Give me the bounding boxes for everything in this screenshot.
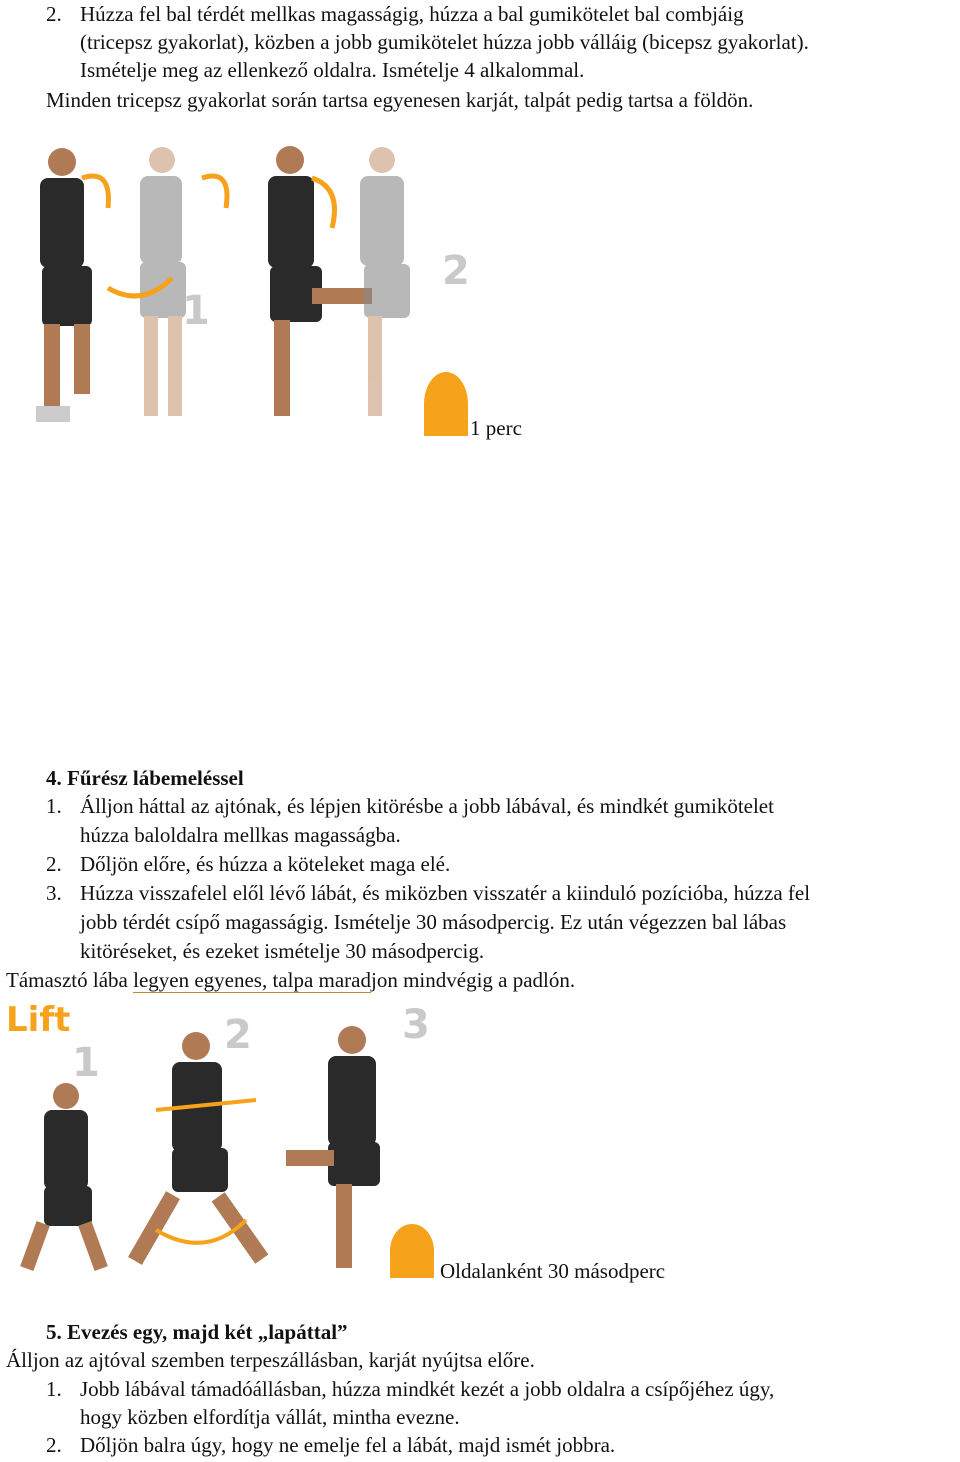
exercise-photo-2 (6, 1000, 434, 1278)
list-number: 2. (46, 852, 62, 876)
exercise-illustration-1 (12, 138, 468, 436)
text: Húzza fel bal térdét mellkas magasságig, húzza a bal gumikötelet bal combjáig (80, 2, 744, 26)
text: jon mindvégig a padlón. (371, 968, 576, 992)
stopwatch-icon (424, 372, 468, 436)
s4-item3-line1 (46, 879, 810, 907)
s3-note: Minden tricepsz gyakorlat során tartsa egyenesen karját, talpát pedig tartsa a földön. (46, 88, 754, 112)
s3-item2-line1 (46, 0, 744, 28)
underlined-text: legyen egyenes, talpa marad (133, 968, 371, 992)
list-number: 1. (46, 1377, 62, 1401)
s3-duration: 1 perc (470, 416, 522, 440)
figure-number-3: 3 (402, 1002, 430, 1048)
s4-note (6, 966, 575, 994)
exercise-photo-1 (12, 138, 468, 436)
text: Dőljön előre, és húzza a köteleket maga elé. (80, 852, 451, 876)
s4-duration: Oldalanként 30 másodperc (440, 1259, 666, 1283)
list-number: 2. (46, 2, 62, 26)
s4-item3-line3: kitöréseket, és ezeket ismételje 30 másodpercig. (80, 939, 485, 963)
list-number: 3. (46, 881, 62, 905)
list-number: 2. (46, 1433, 62, 1457)
figure-number-1: 1 (182, 288, 210, 334)
s4-item3-line2: jobb térdét csípő magasságig. Ismételje 30 másodpercig. Ez után végezzen bal lábas (80, 910, 787, 934)
s4-item2-line1 (46, 850, 450, 878)
text: Húzza visszafelel elől lévő lábát, és miközben visszatér a kiinduló pozícióba, húzza fel (80, 881, 811, 905)
text: Jobb lábával támadóállásban, húzza mindkét kezét a jobb oldalra a csípőjéhez úgy, (80, 1377, 775, 1401)
s5-item1-line2: hogy közben elfordítja vállát, mintha evezne. (80, 1405, 460, 1429)
text: Dőljön balra úgy, hogy ne emelje fel a lábát, majd ismét jobbra. (80, 1433, 616, 1457)
s5-item1-line1 (46, 1375, 774, 1403)
s4-item1-line1 (46, 792, 774, 820)
s5-item2-line1 (46, 1431, 615, 1459)
exercise-illustration-2 (6, 1000, 434, 1278)
s4-item1-line2: húzza baloldalra mellkas magasságba. (80, 823, 401, 847)
s4-title: 4. Fűrész lábemeléssel (46, 766, 244, 790)
text: Támasztó lába (6, 968, 134, 992)
figure-number-2: 2 (224, 1012, 252, 1058)
text: Álljon háttal az ajtónak, és lépjen kitörésbe a jobb lábával, és mindkét gumikötelet (80, 794, 774, 818)
figure-number-1: 1 (72, 1040, 100, 1086)
s5-intro: Álljon az ajtóval szemben terpeszállásban, karját nyújtsa előre. (6, 1348, 535, 1372)
s3-item2-line2: (tricepsz gyakorlat), közben a jobb gumikötelet húzza jobb válláig (bicepsz gyakorlat). (80, 30, 809, 54)
s5-title: 5. Evezés egy, majd két „lapáttal” (46, 1320, 348, 1344)
stopwatch-icon (390, 1224, 434, 1278)
list-number: 1. (46, 794, 62, 818)
figure-label-lift: Lift (6, 1000, 71, 1040)
s3-item2-line3: Ismételje meg az ellenkező oldalra. Ismételje 4 alkalommal. (80, 58, 585, 82)
figure-number-2: 2 (442, 248, 470, 294)
